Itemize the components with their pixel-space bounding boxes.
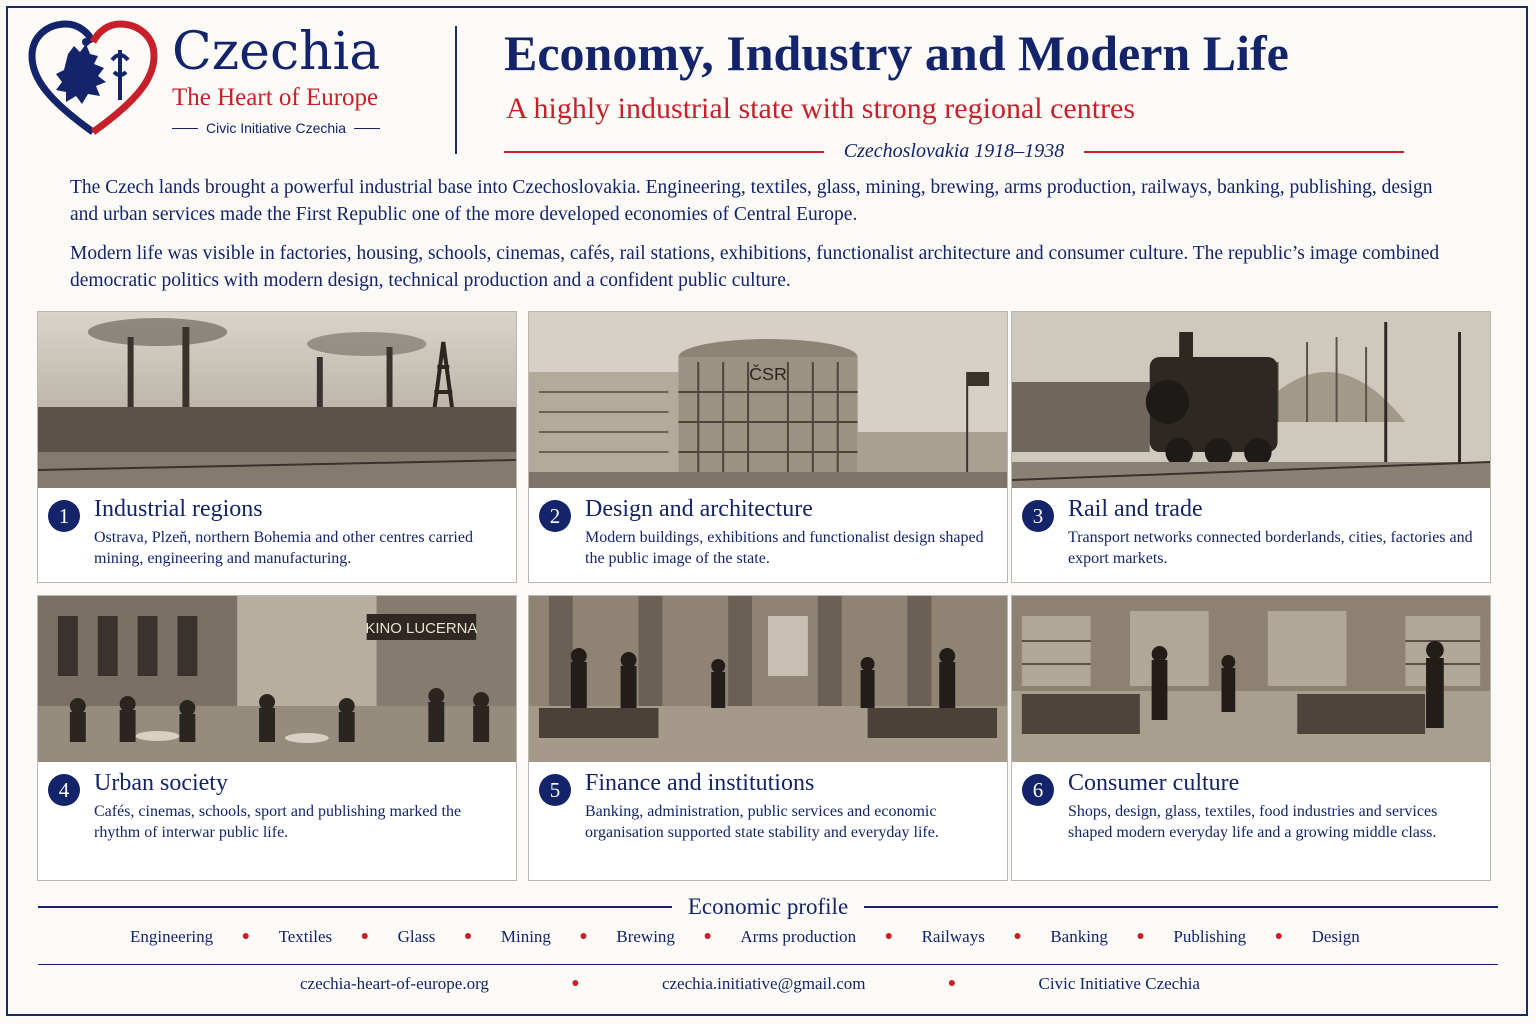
card-text: Shops, design, glass, textiles, food industries and services shaped modern everyday life and a growing middle class.: [1068, 803, 1438, 841]
profile-item: Design: [1311, 927, 1360, 946]
intro-text: [70, 174, 1450, 306]
cinema-sign: KINO LUCERNA: [365, 619, 478, 638]
card-number: 6: [1022, 774, 1054, 806]
divider: [1084, 151, 1404, 153]
profile-item: Mining: [500, 927, 551, 946]
bullet-icon: ●: [579, 929, 588, 944]
profile-item: Engineering: [130, 927, 214, 946]
divider: [504, 151, 824, 153]
page-title: Economy, Industry and Modern Life: [504, 25, 1289, 81]
card-urban-society: [37, 595, 517, 881]
card-body: [529, 488, 1007, 579]
card-text: Banking, administration, public services and economic organisation supported state stability and everyday life.: [585, 803, 939, 841]
card-text: Transport networks connected borderlands, cities, factories and export markets.: [1068, 529, 1473, 567]
brand-tagline: The Heart of Europe: [172, 84, 379, 111]
divider: [38, 906, 672, 908]
card-body: [38, 488, 516, 579]
footer-org: Civic Initiative Czechia: [1038, 974, 1200, 993]
bullet-icon: ●: [703, 929, 712, 944]
bullet-icon: ●: [884, 929, 894, 944]
brand-block: [172, 22, 381, 136]
bullet-icon: ●: [360, 929, 370, 944]
card-body: [1012, 762, 1490, 853]
card-finance-institutions: [528, 595, 1008, 881]
economic-profile-heading: Economic profile: [687, 894, 849, 919]
brand-name: Czechia: [172, 22, 381, 82]
rail-photo: [1012, 312, 1490, 488]
economic-profile-header: [38, 894, 1498, 920]
card-consumer-culture: [1011, 595, 1491, 881]
bullet-icon: ●: [1136, 929, 1145, 944]
profile-item: Glass: [397, 927, 436, 946]
header-divider: [455, 26, 457, 154]
card-text: Cafés, cinemas, schools, sport and publishing marked the rhythm of interwar public life.: [94, 803, 462, 841]
heart-lion-logo-icon: [28, 20, 158, 138]
profile-item: Banking: [1050, 927, 1108, 946]
card-title: Industrial regions: [94, 496, 263, 522]
card-title: Design and architecture: [585, 496, 813, 522]
building-sign: ČSR: [749, 363, 787, 385]
card-number: 3: [1022, 500, 1054, 532]
card-number: 4: [48, 774, 80, 806]
card-text: Ostrava, Plzeň, northern Bohemia and other centres carried mining, engineering and manufacturing.: [94, 529, 473, 567]
card-body: [1012, 488, 1490, 579]
card-title: Rail and trade: [1068, 496, 1203, 522]
card-text: Modern buildings, exhibitions and functionalist design shaped the public image of the state.: [585, 529, 984, 567]
bullet-icon: ●: [571, 976, 580, 991]
card-body: [38, 762, 516, 853]
bullet-icon: ●: [1013, 929, 1022, 944]
footer-email-link[interactable]: czechia.initiative@gmail.com: [661, 974, 866, 993]
profile-item: Textiles: [278, 927, 333, 946]
card-title: Urban society: [94, 770, 228, 796]
profile-item: Arms production: [740, 927, 857, 946]
intro-paragraph: The Czech lands brought a powerful industrial base into Czechoslovakia. Engineering, textiles, glass, mining, brewing, arms production, railways, banking, publishing, design and urban services made the First Republic one of the more developed economies of Central Europe.: [70, 177, 1433, 225]
card-design-architecture: [528, 311, 1008, 583]
card-number: 5: [539, 774, 571, 806]
brand-org-label: Civic Initiative Czechia: [206, 120, 347, 136]
card-industrial-regions: [37, 311, 517, 583]
period-line: [504, 140, 1404, 163]
card-rail-trade: [1011, 311, 1491, 583]
brand-org: [172, 120, 380, 136]
bullet-icon: ●: [1274, 929, 1284, 944]
footer: [300, 974, 1200, 994]
card-title: Finance and institutions: [585, 770, 815, 796]
divider: [172, 128, 198, 129]
bullet-icon: ●: [463, 929, 473, 944]
bullet-icon: ●: [241, 929, 251, 944]
bullet-icon: ●: [947, 976, 957, 991]
architecture-photo: [529, 312, 1007, 488]
footer-divider: [38, 964, 1498, 965]
profile-item: Brewing: [616, 927, 675, 946]
economic-profile-list: [130, 927, 1360, 947]
industrial-photo: [38, 312, 516, 488]
divider: [354, 128, 380, 129]
shop-interior-photo: [1012, 596, 1490, 762]
profile-item: Publishing: [1173, 927, 1247, 946]
bank-hall-photo: [529, 596, 1007, 762]
card-body: [529, 762, 1007, 853]
intro-paragraph: Modern life was visible in factories, housing, schools, cinemas, cafés, rail stations, exhibitions, functionalist architecture and consumer culture. The republic’s image combined democratic politics with modern design, technical production and a confident public culture.: [70, 243, 1440, 291]
period-label: Czechoslovakia 1918–1938: [843, 140, 1065, 162]
card-number: 1: [48, 500, 80, 532]
divider: [864, 906, 1498, 908]
card-title: Consumer culture: [1068, 770, 1240, 796]
footer-website-link[interactable]: czechia-heart-of-europe.org: [300, 974, 489, 993]
card-number: 2: [539, 500, 571, 532]
profile-item: Railways: [921, 927, 985, 946]
page-subtitle: A highly industrial state with strong regional centres: [506, 92, 1136, 125]
urban-cafe-photo: [38, 596, 516, 762]
